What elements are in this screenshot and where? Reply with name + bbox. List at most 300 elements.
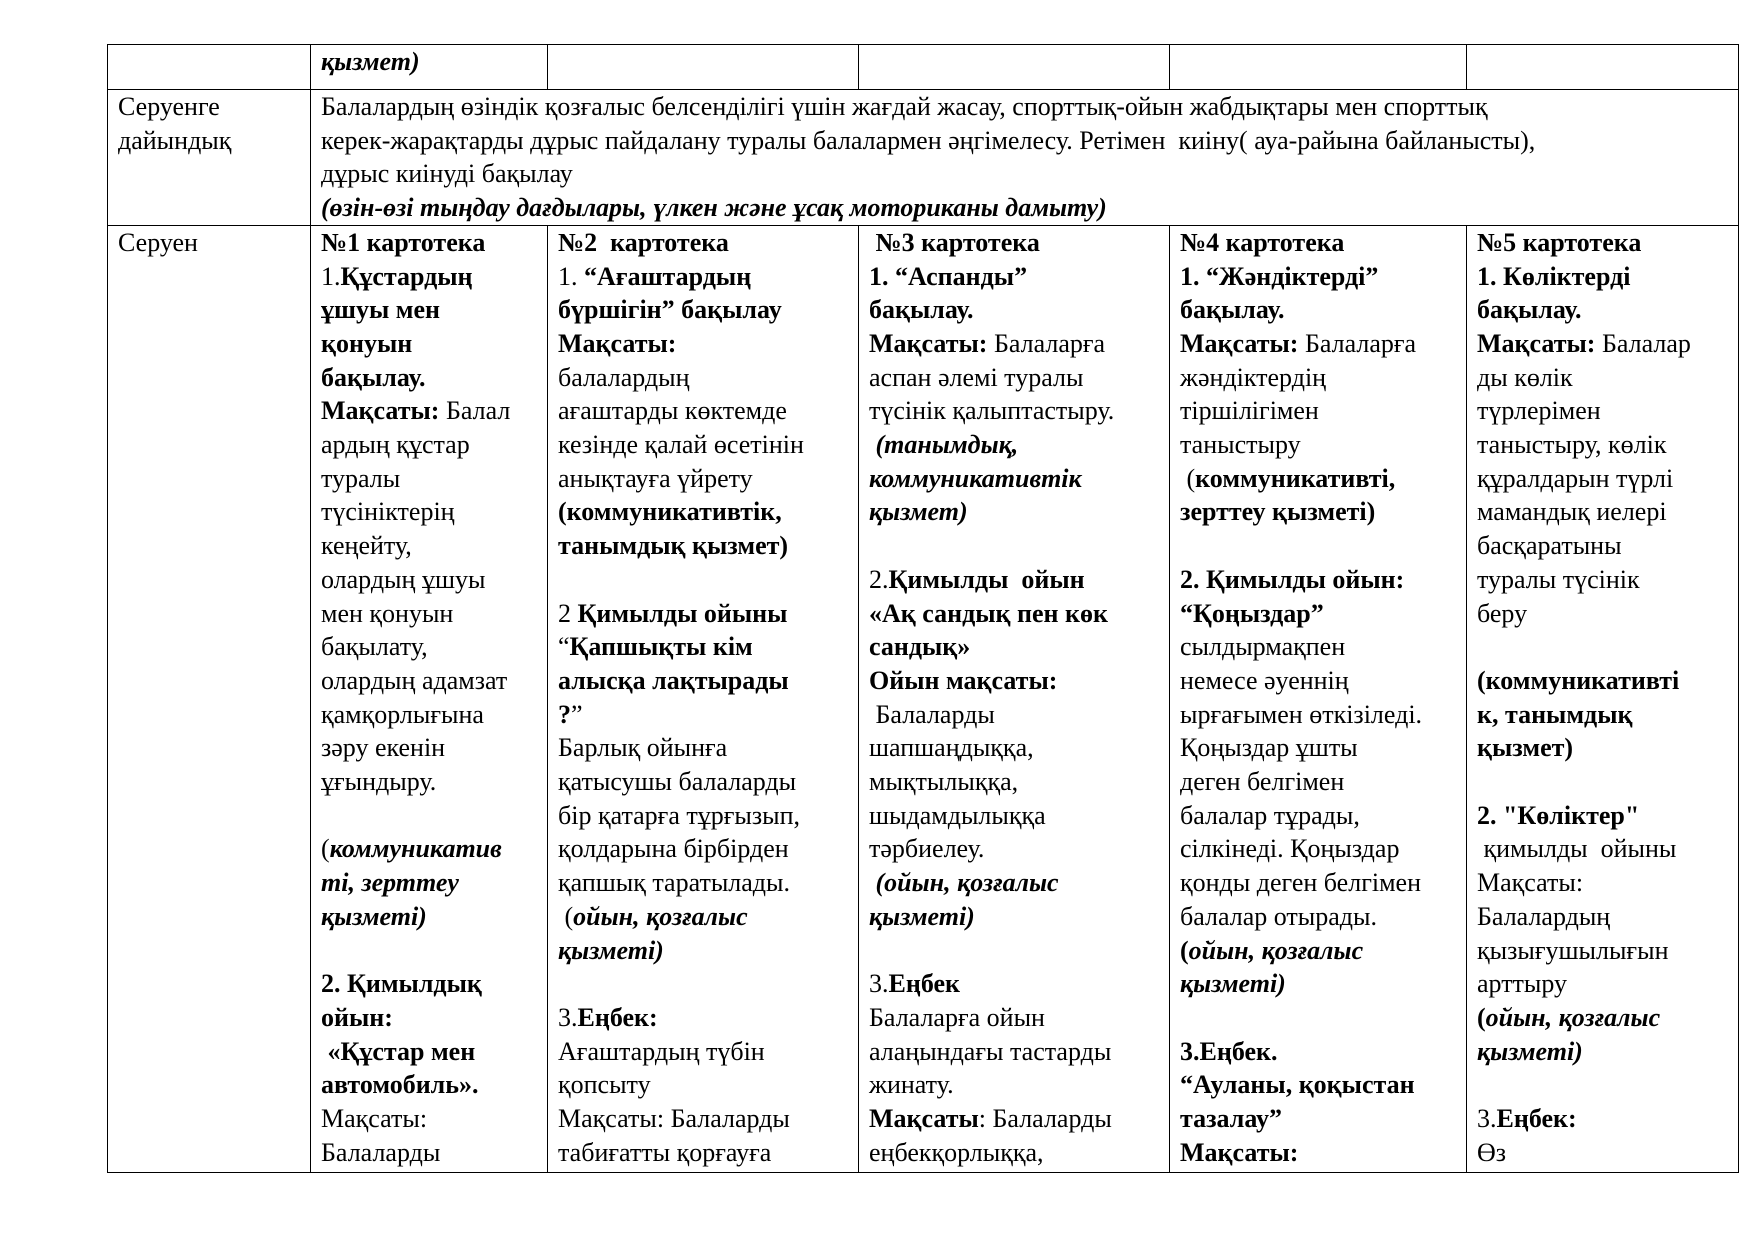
card-text: қызметі) [321,901,427,931]
card-line [869,495,1163,529]
card-line [558,361,852,395]
card-line [869,1068,1163,1102]
card-line [1180,698,1460,732]
card-text: ұшуы мен [321,295,440,325]
card-line [1477,934,1732,968]
card-text: шапшаңдыққа, [869,733,1034,763]
card-line [869,226,1163,260]
card-line [1477,664,1732,698]
card-text: мықтылыққа, [869,767,1019,797]
card-line [558,260,852,294]
card-line [1477,1001,1732,1035]
card-line [1180,866,1460,900]
card-text: бақылау. [869,295,974,325]
card-text: 1. [558,261,584,291]
card-text: бақылау. [1477,295,1582,325]
preparation-text-cell [311,90,1739,226]
card-text: (ойын, қозғалыс [869,868,1059,898]
card-line [558,394,852,428]
card-line [869,1136,1163,1170]
card-text: танымдық қызмет) [558,531,789,561]
card-text: табиғатты қорғауға [558,1137,772,1167]
card-line [1477,327,1732,361]
card-line [1477,698,1732,732]
card-text: «Ақ сандық пен көк [869,598,1108,628]
card-text: алысқа лақтырады [558,665,789,695]
card-text: ырғағымен өткізіледі. [1180,699,1423,729]
card-line [558,428,852,462]
card-line [1477,428,1732,462]
card-line [1180,832,1460,866]
card-text: қимылды ойыны [1477,834,1677,864]
card-text: Мақсаты: [1477,868,1584,898]
card-text: түсінік қалыптастыру. [869,396,1115,426]
plan-table [107,44,1739,1173]
card-line [1180,1102,1460,1136]
card-text: Мақсаты: Балаларды [558,1104,790,1134]
card-line [1477,967,1732,1001]
card-text: жәндіктердің [1180,362,1327,392]
card-text: Қапшықты кім [569,632,753,662]
card-line [869,1001,1163,1035]
card-line [321,1001,541,1035]
card-line [558,1136,852,1170]
card-text: Балаларды [869,699,995,729]
card-text: коммуникативтік [869,463,1082,493]
card-line [558,698,852,732]
card-line [321,597,541,631]
table-cell [1467,45,1739,90]
card-text: Барлық ойынға [558,733,728,763]
card-text: зерттеу қызметі) [1180,497,1376,527]
card-text: Балалардың [1477,901,1611,931]
card-text: қызметі) [869,901,975,931]
card-line [1477,832,1732,866]
card-line [321,226,541,260]
card-text: 2 [558,598,578,628]
card-line [558,799,852,833]
card-line [558,731,852,765]
card-line [1180,1001,1460,1035]
card-line [1477,226,1732,260]
card-text: ( [1180,935,1189,965]
card-text: кезінде қалай өсетінін [558,430,804,460]
card-line [1477,1136,1732,1170]
card-text: коммуникативті, [1195,463,1396,493]
card-text: қызмет) [869,497,968,527]
card-text: №1 картотека [321,227,486,257]
card-text: қызығушылығын [1477,935,1669,965]
card-line [869,934,1163,968]
card-text: Мақсаты: [321,396,440,426]
card-text: ” [571,699,583,729]
card-text: “Ағаштардың [584,261,752,291]
card-text: таныстыру, көлік [1477,430,1667,460]
card-line [1477,293,1732,327]
table-row [108,45,1739,90]
row-label-line: дайындық [118,125,232,155]
card-line [558,1001,852,1035]
card-text: мен қонуын [321,598,454,628]
card-text: Балаларды [321,1137,441,1167]
card-line [869,664,1163,698]
card-text: балалар тұрады, [1180,800,1360,830]
card-line [1477,563,1732,597]
card-text: ( [321,834,330,864]
card-line [869,967,1163,1001]
card-column [1170,225,1467,1172]
card-line [321,900,541,934]
card-line [321,1068,541,1102]
card-text: Еңбек [888,969,960,999]
paragraph-line: дұрыс киінуді бақылау [321,159,573,189]
card-text: 3.Еңбек. [1180,1036,1278,1066]
card-text: таныстыру [1180,430,1301,460]
card-text: ойын, қозғалыс [1485,1002,1661,1032]
card-line [869,260,1163,294]
card-line [321,529,541,563]
card-text: сілкінеді. Қоңыздар [1180,834,1400,864]
card-text: 2. Қимылдық [321,969,482,999]
card-line [321,394,541,428]
card-line [558,226,852,260]
card-line [321,866,541,900]
card-line [321,327,541,361]
card-line [1180,1136,1460,1170]
card-line [1180,664,1460,698]
card-text: Қимылды ойыны [577,598,788,628]
card-text: қызметі) [558,935,664,965]
card-line [321,967,541,1001]
table-row [108,225,1739,1172]
card-line [1180,293,1460,327]
card-line [1477,260,1732,294]
card-text: Балал [439,396,511,426]
card-text: 1. [321,261,341,291]
card-text: немесе әуеннің [1180,665,1349,695]
card-text: тіршілігімен [1180,396,1319,426]
card-text: Еңбек: [577,1002,658,1032]
card-text: сандық» [869,632,971,662]
card-line [321,799,541,833]
card-text: зәру екенін [321,733,446,763]
card-text: сылдырмақпен [1180,632,1346,662]
card-text: 3. [869,969,889,999]
card-column [548,225,859,1172]
card-line [1477,361,1732,395]
card-line [558,597,852,631]
card-line [321,630,541,664]
card-text: анықтауға үйрету [558,463,753,493]
card-line [321,428,541,462]
card-line [1180,428,1460,462]
card-line [1477,731,1732,765]
card-text: қонуын [321,328,413,358]
card-line [1180,1068,1460,1102]
card-line [869,428,1163,462]
card-text: 2. Қимылды ойын: [1180,564,1405,594]
card-column [311,225,548,1172]
card-text: бақылау. [1180,295,1285,325]
card-line [869,832,1163,866]
card-line [1477,462,1732,496]
card-text: 1. “Жәндіктерді” [1180,261,1379,291]
card-text: ( [1180,463,1196,493]
card-line [869,563,1163,597]
card-line [1180,462,1460,496]
card-line [558,327,852,361]
card-text: кеңейту, [321,531,412,561]
card-text: Мақсаты: [1477,328,1596,358]
card-text: түсініктерің [321,497,455,527]
card-text: ( [558,901,574,931]
card-text: 1. Көліктерді [1477,261,1631,291]
card-text: №5 картотека [1477,227,1642,257]
card-text: Ойын мақсаты: [869,665,1058,695]
card-line [558,1035,852,1069]
card-text: еңбекқорлыққа, [869,1137,1044,1167]
card-line [558,900,852,934]
card-text: бір қатарға тұрғызып, [558,800,801,830]
table-row [108,90,1739,226]
card-text: Балаларға ойын [869,1002,1045,1032]
table-cell [1170,45,1467,90]
card-line [1477,394,1732,428]
card-text: ойын, қозғалыс [573,901,748,931]
card-text: (коммуникативтік, [558,497,782,527]
card-text: ағаштарды көктемде [558,396,787,426]
card-line [1180,563,1460,597]
card-text: №4 картотека [1180,227,1345,257]
card-line [558,967,852,1001]
card-text: (танымдық, [869,430,1019,460]
card-text: Мақсаты: [558,328,677,358]
row-label-preparation [108,90,311,226]
card-text: қамқорлығына [321,699,484,729]
card-text: Еңбек: [1496,1104,1577,1134]
card-line [1180,630,1460,664]
card-text: арттыру [1477,969,1568,999]
card-text: Ағаштардың түбін [558,1036,765,1066]
card-text: басқаратыны [1477,531,1622,561]
card-text: автомобиль». [321,1070,479,1100]
card-line [869,765,1163,799]
card-line [869,327,1163,361]
card-text: туралы түсінік [1477,564,1640,594]
card-text: ұғындыру. [321,767,437,797]
card-text: №3 картотека [869,227,1040,257]
card-line [321,462,541,496]
card-line [1477,799,1732,833]
card-line [321,731,541,765]
table-cell [859,45,1170,90]
card-text: : Балаларды [978,1104,1112,1134]
card-line [321,495,541,529]
card-column [1467,225,1739,1172]
row-label-empty [108,45,311,90]
card-line [1477,900,1732,934]
card-text: қатысушы балаларды [558,767,797,797]
card-text: Өз [1477,1137,1507,1167]
card-line [1180,495,1460,529]
card-text: Балаларға [1298,328,1417,358]
card-line [1477,495,1732,529]
card-text: к, танымдық [1477,699,1633,729]
card-text: Қимылды ойын [888,564,1085,594]
card-text: қолдарына бірбірден [558,834,789,864]
card-line [558,832,852,866]
paragraph-line: Балалардың өзіндік қозғалыс белсенділігі үшін жағдай жасау, спорттық-ойын жабдықтары мен спорттық [321,92,1488,121]
card-line [321,1035,541,1069]
card-line [1477,1102,1732,1136]
card-text: 2. [869,564,889,594]
card-line [321,934,541,968]
card-line [1180,731,1460,765]
card-text: №2 картотека [558,227,729,257]
row-label-line: Серуенге [118,92,220,121]
card-text: ойын: [321,1002,393,1032]
card-line [869,866,1163,900]
card-line [1180,361,1460,395]
card-line [558,495,852,529]
card-line [558,765,852,799]
card-line [1180,260,1460,294]
card-line [558,529,852,563]
card-line [558,293,852,327]
card-text: қопсыту [558,1070,651,1100]
card-line [1477,630,1732,664]
card-text: жинату. [869,1070,954,1100]
card-text: ті, зерттеу [321,868,459,898]
card-text: “ [558,632,570,662]
card-line [321,293,541,327]
card-line [558,1102,852,1136]
card-text: “Қоңыздар” [1180,598,1324,628]
card-line [869,529,1163,563]
card-line [321,664,541,698]
card-line [321,698,541,732]
row-label-line: Серуен [118,227,198,257]
paragraph-line: (өзін-өзі тыңдау дағдылары, үлкен және ұсақ моториканы дамыту) [321,193,1107,223]
card-text: Мақсаты: [869,328,988,358]
card-text: құралдарын түрлі [1477,463,1674,493]
card-text: 1. “Аспанды” [869,261,1028,291]
card-text: бүршігін” бақылау [558,295,782,325]
card-text: деген белгімен [1180,767,1345,797]
card-text: Балаларға [987,328,1106,358]
card-line [1180,900,1460,934]
card-line [321,832,541,866]
card-line [869,1035,1163,1069]
card-text: шыдамдылыққа [869,800,1046,830]
card-text: түрлерімен [1477,396,1601,426]
paragraph-line: керек-жарақтарды дұрыс пайдалану туралы балалармен әңгімелесу. Ретімен киіну( ауа-райына байланысты), [321,125,1536,155]
card-text: (коммуникативті [1477,665,1680,695]
card-line [1180,765,1460,799]
card-line [869,361,1163,395]
card-text: аспан әлемі туралы [869,362,1084,392]
card-text: алаңындағы тастарды [869,1036,1112,1066]
card-text: тәрбиелеу. [869,834,985,864]
card-line [1180,597,1460,631]
card-line [1180,327,1460,361]
card-line [558,630,852,664]
card-text: тазалау” [1180,1104,1283,1134]
card-text: 3. [1477,1104,1497,1134]
card-text: «Құстар мен [321,1036,476,1066]
card-text: мамандық иелері [1477,497,1667,527]
card-text: балалардың [558,362,690,392]
card-line [1180,934,1460,968]
card-text: балалар отырады. [1180,901,1377,931]
card-line [1180,394,1460,428]
card-line [558,1068,852,1102]
card-line [321,563,541,597]
card-line [558,462,852,496]
table-cell [311,45,548,90]
card-text: Балалар [1595,328,1691,358]
card-line [1477,529,1732,563]
card-line [869,799,1163,833]
card-text: ( [1477,1002,1486,1032]
card-line [869,293,1163,327]
card-text: қызметі) [1180,969,1286,999]
card-text: ды көлік [1477,362,1573,392]
card-text: бақылау. [321,362,426,392]
card-line [869,900,1163,934]
card-line [1477,866,1732,900]
card-text: беру [1477,598,1528,628]
card-text: коммуникатив [329,834,502,864]
card-line [869,1102,1163,1136]
card-line [558,934,852,968]
table-cell [548,45,859,90]
card-line [321,260,541,294]
card-text: ? [558,699,571,729]
card-line [321,1136,541,1170]
card-column [859,225,1170,1172]
card-text: қонды деген белгімен [1180,868,1421,898]
card-line [1180,967,1460,1001]
card-text: олардың адамзат [321,665,508,695]
card-text: Мақсаты [869,1104,979,1134]
card-line [321,1102,541,1136]
card-line [1180,1035,1460,1069]
card-text: Мақсаты: [1180,328,1299,358]
card-line [1180,799,1460,833]
card-line [869,597,1163,631]
card-text: қызмет) [1477,733,1574,763]
card-text: ойын, қозғалыс [1188,935,1364,965]
card-text: 2. "Көліктер" [1477,800,1640,830]
row-label-walk [108,225,311,1172]
card-line [869,731,1163,765]
card-text: қапшық таратылады. [558,868,790,898]
cell-text: қызмет) [321,47,420,76]
card-text: 3. [558,1002,578,1032]
card-line [558,866,852,900]
card-line [1180,226,1460,260]
card-line [1477,597,1732,631]
card-line [321,361,541,395]
card-text: ардың құстар [321,430,470,460]
card-text: Мақсаты: [321,1104,428,1134]
card-text: олардың ұшуы [321,564,486,594]
card-text: қызметі) [1477,1036,1583,1066]
card-line [1477,1068,1732,1102]
card-line [869,698,1163,732]
card-line [1477,1035,1732,1069]
